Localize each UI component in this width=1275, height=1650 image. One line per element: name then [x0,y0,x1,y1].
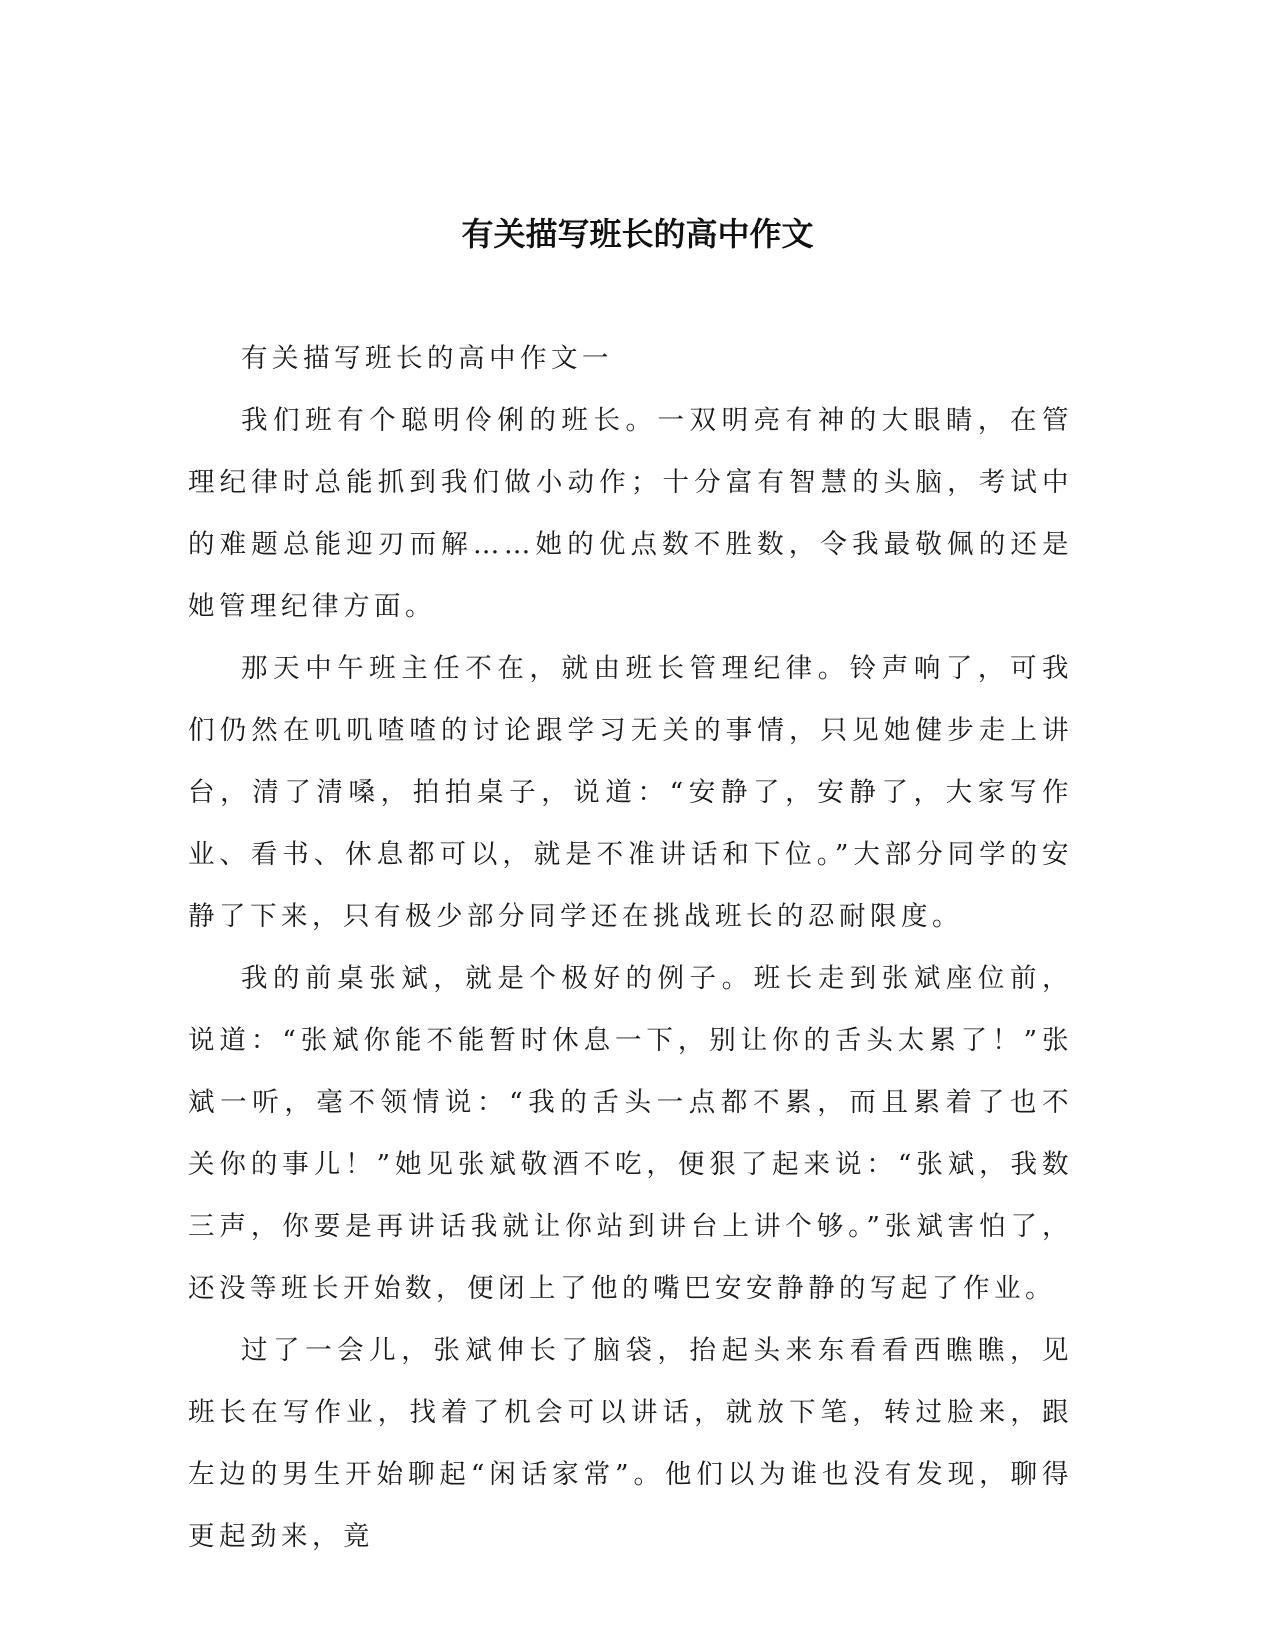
document-title: 有关描写班长的高中作文 [461,215,814,253]
paragraph: 我们班有个聪明伶俐的班长。一双明亮有神的大眼睛，在管理纪律时总能抓到我们做小动作；十分富有智慧的头脑，考试中的难题总能迎刃而解……她的优点数不胜数，令我最敬佩的还是她管理纪律方面。 [188,405,1073,622]
section-heading: 有关描写班长的高中作文一 [241,343,613,374]
paragraph: 我的前桌张斌，就是个极好的例子。班长走到张斌座位前，说道：“张斌你能不能暂时休息一下，别让你的舌头太累了！”张斌一听，毫不领情说：“我的舌头一点都不累，而且累着了也不关你的事儿！”她见张斌敬酒不吃，便狠了起来说：“张斌，我数三声，你要是再讲话我就让你站到讲台上讲个够。”张斌害怕了，还没等班长开始数，便闭上了他的嘴巴安安静静的写起了作业。 [188,963,1073,1304]
document-body [188,328,1073,1568]
paragraph: 那天中午班主任不在，就由班长管理纪律。铃声响了，可我们仍然在叽叽喳喳的讨论跟学习无关的事情，只见她健步走上讲台，清了清嗓，拍拍桌子，说道：“安静了，安静了，大家写作业、看书、休息都可以，就是不准讲话和下位。”大部分同学的安静了下来，只有极少部分同学还在挑战班长的忍耐限度。 [188,653,1073,932]
paragraph: 过了一会儿，张斌伸长了脑袋，抬起头来东看看西瞧瞧，见班长在写作业，找着了机会可以讲话，就放下笔，转过脸来，跟左边的男生开始聊起“闲话家常”。他们以为谁也没有发现，聊得更起劲来，竟 [188,1335,1073,1552]
